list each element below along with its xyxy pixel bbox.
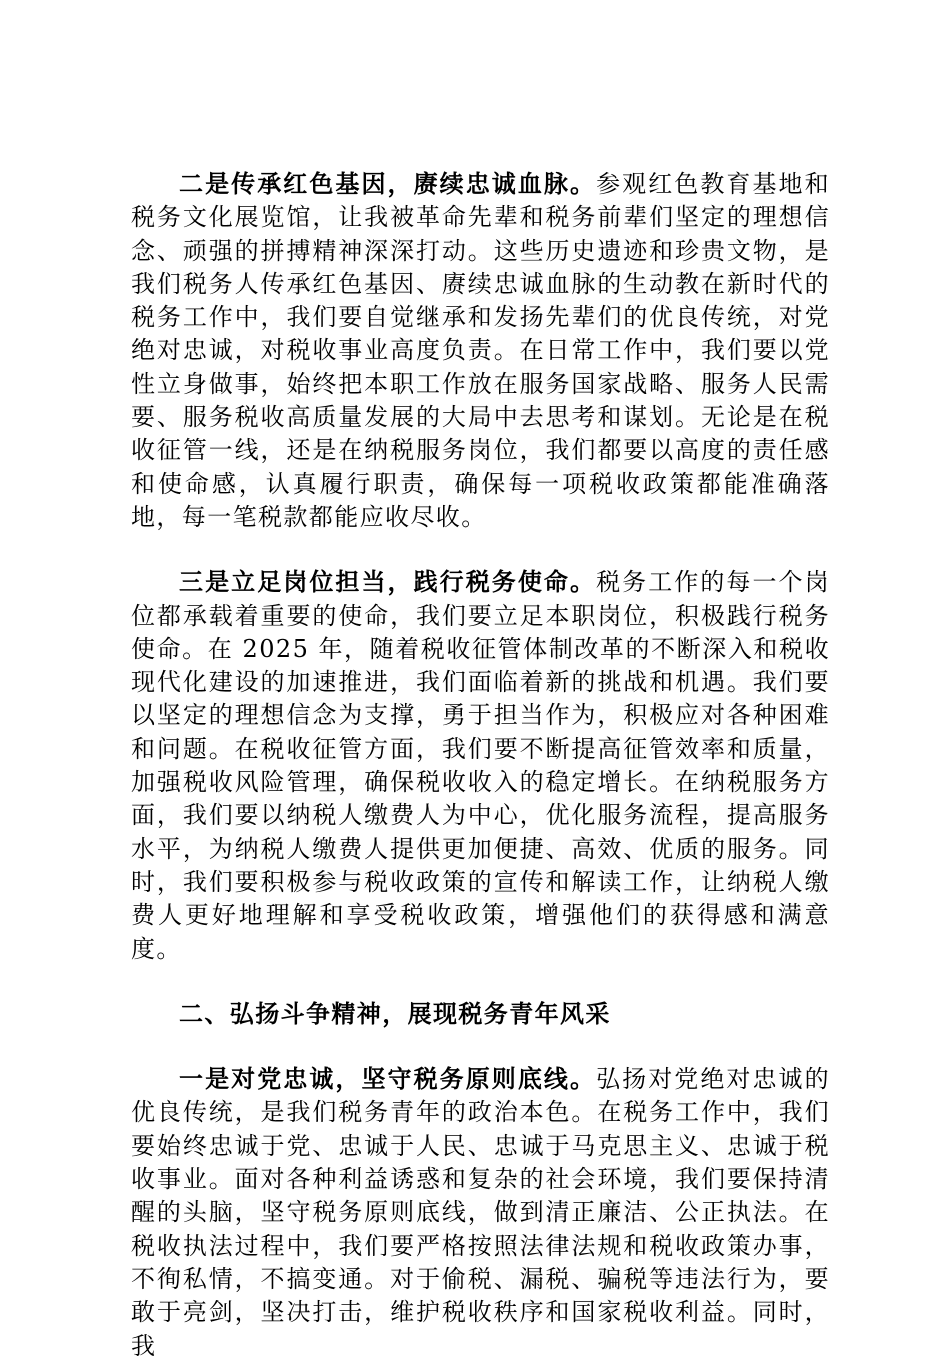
paragraph-lead: 三是立足岗位担当，践行税务使命。 <box>179 568 597 597</box>
paragraph-text: 税务工作的每一个岗位都承载着重要的使命，我们要立足本职岗位，积极践行税务使命。在 2025 年，随着税收征管体制改革的不断深入和税收现代化建设的加速推进，我们面临着新的挑战和机遇。我们要以坚定的理想信念为支撑，勇于担当作为，积极应对各种困难和问题。在税收征管方面，我们要不断提高征管效率和质量，加强税收风险管理，确保税收收入的稳定增长。在纳税服务方面，我们要以纳税人缴费人为中心，优化服务流程，提高服务水平，为纳税人缴费人提供更加便捷、高效、优质的服务。同时，我们要积极参与税收政策的宣传和解读工作，让纳税人缴费人更好地理解和享受税收政策，增强他们的获得感和满意度。 <box>131 568 830 963</box>
paragraph-text: 弘扬对党绝对忠诚的优良传统，是我们税务青年的政治本色。在税务工作中，我们要始终忠诚于党、忠诚于人民、忠诚于马克思主义、忠诚于税收事业。面对各种利益诱惑和复杂的社会环境，我们要保持清醒的头脑，坚守税务原则底线，做到清正廉洁、公正执法。在税收执法过程中，我们要严格按照法律法规和税收政策办事，不徇私情，不搞变通。对于偷税、漏税、骗税等违法行为，要敢于亮剑，坚决打击，维护税收秩序和国家税收利益。同时，我 <box>131 1065 830 1360</box>
section-heading: 二、弘扬斗争精神，展现税务青年风采 <box>179 999 611 1028</box>
paragraph-post-responsibility <box>131 566 830 966</box>
document-body <box>131 168 830 1363</box>
paragraph-loyalty-to-party <box>131 1063 830 1363</box>
paragraph-inherit-red-gene <box>131 168 830 534</box>
paragraph-text: 参观红色教育基地和税务文化展览馆，让我被革命先辈和税务前辈们坚定的理想信念、顽强的拼搏精神深深打动。这些历史遗迹和珍贵文物，是我们税务人传承红色基因、赓续忠诚血脉的生动教在新时代的税务工作中，我们要自觉继承和发扬先辈们的优良传统，对党绝对忠诚，对税收事业高度负责。在日常工作中，我们要以党性立身做事，始终把本职工作放在服务国家战略、服务人民需要、服务税收高质量发展的大局中去思考和谋划。无论是在税收征管一线，还是在纳税服务岗位，我们都要以高度的责任感和使命感，认真履行职责，确保每一项税收政策都能准确落地，每一笔税款都能应收尽收。 <box>131 170 830 531</box>
paragraph-lead: 一是对党忠诚，坚守税务原则底线。 <box>179 1065 597 1094</box>
paragraph-lead: 二是传承红色基因，赓续忠诚血脉。 <box>179 170 597 198</box>
